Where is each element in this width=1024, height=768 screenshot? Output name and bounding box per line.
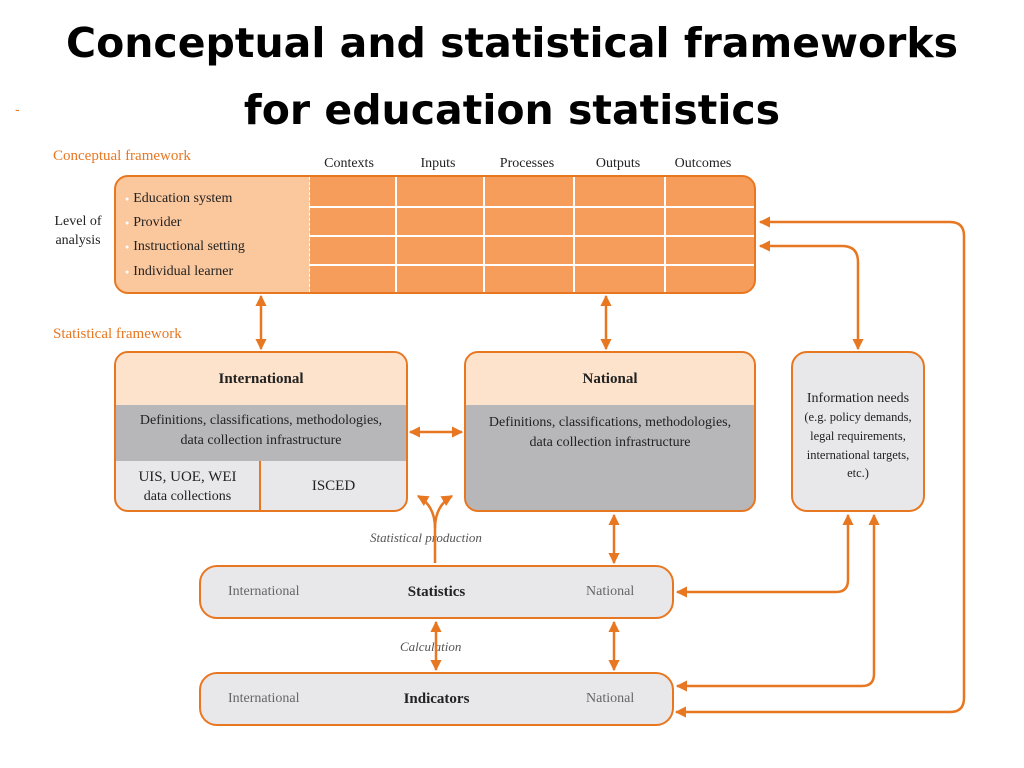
international-definitions-line-2: data collection infrastructure <box>180 433 342 449</box>
info-needs-line-3: international targets, <box>806 447 910 462</box>
international-definitions-line-1: Definitions, classifications, methodologies, <box>139 413 383 428</box>
statistics-national: National <box>586 584 635 599</box>
collections-line-2: data collections <box>143 488 232 504</box>
column-header-contexts: Contexts <box>324 156 374 171</box>
column-header-processes: Processes <box>499 156 555 171</box>
statistics-international: International <box>228 584 300 599</box>
level-individual-learner: ● Individual learner <box>125 264 233 280</box>
statistics-heading: Statistics <box>407 584 466 600</box>
calculation-label: Calculation <box>400 639 462 654</box>
national-heading: National <box>466 353 754 405</box>
level-provider: ● Provider <box>125 215 181 231</box>
indicators-info-needs-arrow <box>677 515 874 686</box>
statistical-production-label: Statistical production <box>370 530 482 545</box>
outer-feedback-arrow <box>676 222 964 712</box>
national-definitions-line-2: data collection infrastructure <box>529 435 691 451</box>
statistics-info-needs-arrow <box>677 515 848 592</box>
column-header-outcomes: Outcomes <box>674 156 732 171</box>
level-of-analysis-line-2: analysis <box>55 232 101 248</box>
slide-bullet: - <box>15 101 20 117</box>
info-needs-line-4: etc.) <box>847 466 869 481</box>
statistical-framework-label: Statistical framework <box>53 326 182 342</box>
level-education-system: ● Education system <box>125 191 232 207</box>
national-definitions-line-1: Definitions, classifications, methodologies, <box>488 415 732 430</box>
isced-cell: ISCED <box>311 478 356 494</box>
column-header-outputs: Outputs <box>595 156 641 171</box>
page-title-line-2: for education statistics <box>243 86 781 134</box>
information-needs-heading: Information needs <box>806 391 910 406</box>
column-header-inputs: Inputs <box>420 156 456 171</box>
international-heading: International <box>116 353 406 405</box>
level-instructional-setting: ● Instructional setting <box>125 239 245 255</box>
indicators-heading: Indicators <box>403 691 470 707</box>
info-needs-line-1: (e.g. policy demands, <box>804 410 912 424</box>
collections-line-1: UIS, UOE, WEI <box>138 469 237 485</box>
level-of-analysis-line-1: Level of <box>54 214 102 229</box>
indicators-national: National <box>586 691 635 706</box>
production-fork-right <box>435 496 452 528</box>
production-fork-left <box>418 496 435 563</box>
info-needs-line-2: legal requirements, <box>810 428 906 443</box>
info-needs-conceptual-arrow <box>760 246 858 349</box>
conceptual-framework-label: Conceptual framework <box>53 148 191 164</box>
indicators-international: International <box>228 691 300 706</box>
page-title-line-1: Conceptual and statistical frameworks <box>65 19 959 67</box>
